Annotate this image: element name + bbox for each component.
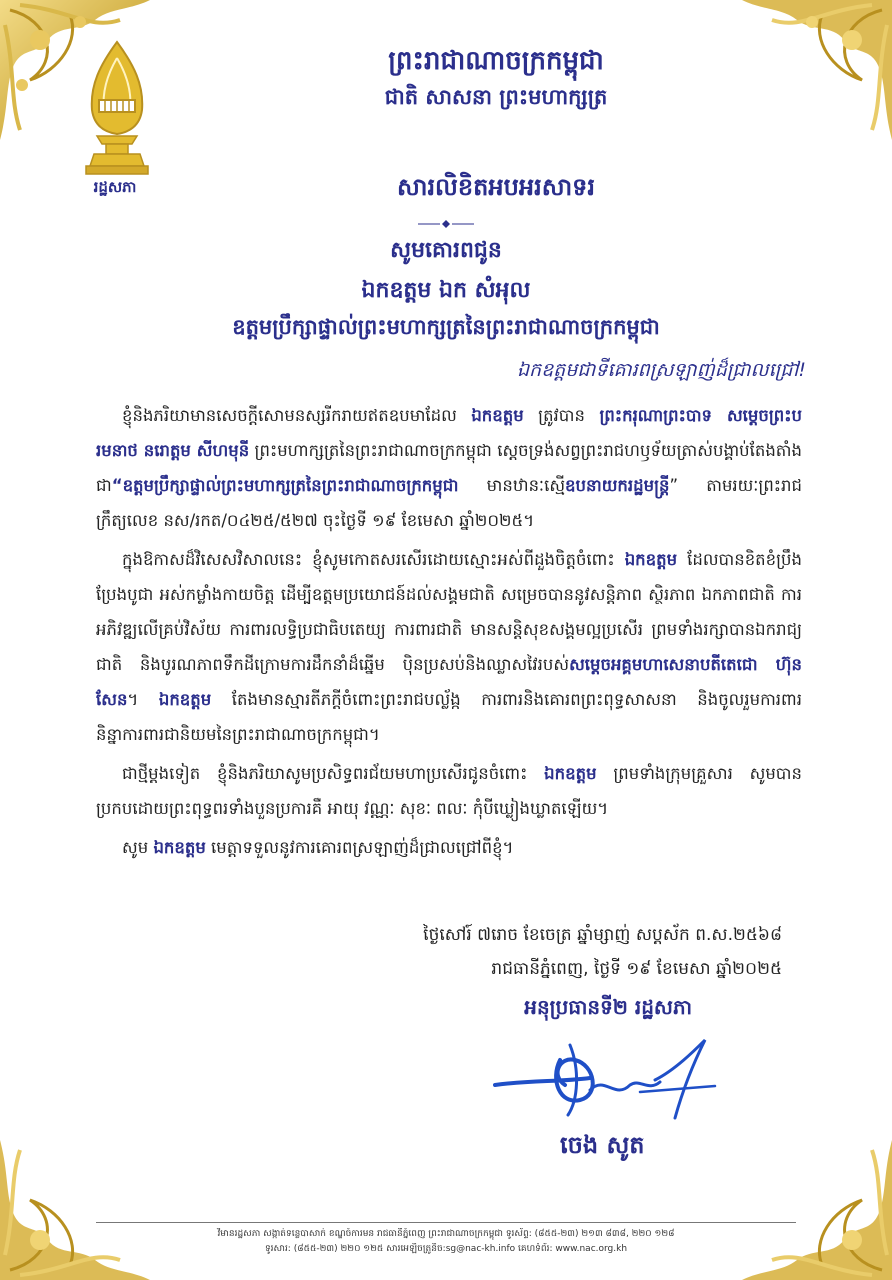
text-span: មានឋានៈស្មើ: [458, 476, 566, 495]
nation-motto: ជាតិ សាសនា ព្រះមហាក្សត្រ: [384, 85, 608, 109]
emphasis-position: “ឧត្តមប្រឹក្សាផ្ទាល់ព្រះមហាក្សត្រនៃព្រះរាជាណាចក្រកម្ពុជា: [111, 476, 459, 495]
text-span: តែងមានស្មារតីភក្តីចំពោះព្រះរាជបល្ល័ង្ក ការពារនិងគោរពព្រះពុទ្ធសាសនា និងចូលរួមការពារនិន្នាការពារជានិយមនៃព្រះរាជាណាចក្រកម្ពុជា។: [96, 690, 802, 744]
paragraph-4: [96, 830, 802, 865]
emphasis-king: ព្រះករុណាព្រះបាទ សម្តេចព្រះបរមនាថ នរោត្តម សីហមុនី: [96, 406, 802, 460]
document-title: សារលិខិតអបអរសាទរ: [396, 173, 596, 201]
footer-contact: ទូរសារ: (៨៥៥-២៣) ២២០ ១២៥ សារអេឡិចត្រូនិច:sg@nac-kh.info គេហទំព័រ: www.nac.org.kh: [264, 1244, 628, 1254]
emphasis-rank: ឧបនាយករដ្ឋមន្ត្រី: [565, 476, 670, 495]
text-span: មេត្តាទទួលនូវការគោរពស្រឡាញ់ដ៏ជ្រាលជ្រៅពីខ្ញុំ។: [205, 838, 514, 857]
text-span: ” តាមរយៈព្រះរាជក្រឹត្យលេខ នស/រកត/០៤២៥/៥២៧ ចុះថ្ងៃទី ១៩ ខែមេសា ឆ្នាំ២០២៥។: [96, 476, 802, 530]
paragraph-3: [96, 756, 802, 826]
text-span: ជាថ្មីម្តងទៀត ខ្ញុំនិងភរិយាសូមប្រសិទ្ធពរជ័យមហាប្រសើរជូនចំពោះ: [122, 764, 545, 783]
emphasis-title: ឯកឧត្តម: [158, 690, 212, 709]
ornament-divider-icon: [418, 214, 474, 224]
text-span: សូម: [122, 838, 154, 857]
text-span: ដែលបានខិតខំប្រឹងប្រែងបូជា អស់កម្លាំងកាយចិត្ត ដើម្បីឧត្តមប្រយោជន៍ដល់សង្គមជាតិ សម្រេចបាននូវសន្តិភាព ស្ថិរភាព ឯកភាពជាតិ ការអភិវឌ្ឍលើគ្រប់វិស័យ ការពារលទ្ធិប្រជាធិបតេយ្យ ការពារជាតិ មានសន្តិសុខសង្គមល្អប្រសើរ ព្រមទាំងរក្សាបានឯករាជ្យជាតិ និងបូរណភាពទឹកដីក្រោមការដឹកនាំដ៏ឆ្នើម ប៉ិនប្រសប់និងឈ្លាសវៃរបស់: [96, 550, 802, 674]
recipient-name: ឯកឧត្តម ឯក សំអុល: [361, 278, 531, 303]
text-span: ខ្ញុំនិងភរិយាមានសេចក្តីសោមនស្សរីករាយឥតឧបមាដែល: [122, 406, 472, 425]
kingdom-motto: ព្រះរាជាណាចក្រកម្ពុជា: [388, 46, 604, 76]
letter-body: [96, 398, 802, 869]
signer-title: អនុប្រធានទី២ រដ្ឋសភា: [524, 995, 692, 1019]
paragraph-1: [96, 398, 802, 538]
emphasis-title: ឯកឧត្តម: [153, 838, 206, 857]
emphasis-leader: សម្តេចអគ្គមហាសេនាបតីតេជោ ហ៊ុន សែន: [96, 655, 802, 709]
assembly-emblem-icon: [72, 40, 162, 180]
paragraph-2: [96, 542, 802, 752]
text-span: ព្រះមហាក្សត្រនៃព្រះរាជាណាចក្រកម្ពុជា ស្តេចទ្រង់សព្វព្រះរាជហឫទ័យត្រាស់បង្គាប់តែងតាំងជា: [96, 441, 802, 495]
text-span: ក្នុងឱកាសដ៏វិសេសវិសាលនេះ ខ្ញុំសូមកោតសរសើរដោយស្មោះអស់ពីដួងចិត្តចំពោះ: [122, 550, 625, 569]
footer-divider: [96, 1222, 796, 1223]
recipient-line-1: សូមគោរពជូន: [390, 238, 502, 263]
emphasis-title: ឯកឧត្តម: [544, 764, 597, 783]
footer-address: វិមានរដ្ឋសភា សង្កាត់ទន្លេបាសាក់ ខណ្ឌចំការមន រាជធានីភ្នំពេញ ព្រះរាជាណាចក្រកម្ពុជា ទូរស័ព្ទ: (៨៥៥-២៣) ២១៣ ៨៣៨, ២២០ ១២៨: [217, 1229, 675, 1239]
signer-name: ចេង សូត: [560, 1131, 645, 1159]
recipient-position: ឧត្តមប្រឹក្សាផ្ទាល់ព្រះមហាក្សត្រនៃព្រះរាជាណាចក្រកម្ពុជា: [232, 315, 660, 339]
ministry-name: រដ្ឋសភា: [93, 178, 137, 196]
salutation: ឯកឧត្តមជាទីគោរពស្រឡាញ់ដ៏ជ្រាលជ្រៅ!: [517, 359, 806, 381]
signature-icon: [490, 1030, 720, 1125]
text-span: ត្រូវបាន: [523, 406, 600, 425]
text-span: ព្រមទាំងក្រុមគ្រួសារ សូមបានប្រកបដោយព្រះពុទ្ធពរទាំងបួនប្រការគឺ អាយុ វណ្ណៈ សុខៈ ពលៈ កុំបីឃ្លៀងឃ្លាតឡើយ។: [96, 764, 802, 818]
emphasis-title: ឯកឧត្តម: [471, 406, 524, 425]
emphasis-title: ឯកឧត្តម: [624, 550, 678, 569]
lunar-date: ថ្ងៃសៅរ៍ ៧រោច ខែចេត្រ ឆ្នាំម្សាញ់ សប្តស័ក ព.ស.២៥៦៨: [423, 925, 782, 945]
text-span: ។: [127, 690, 159, 709]
place-date: រាជធានីភ្នំពេញ, ថ្ងៃទី ១៩ ខែមេសា ឆ្នាំ២០២៥: [491, 959, 782, 979]
